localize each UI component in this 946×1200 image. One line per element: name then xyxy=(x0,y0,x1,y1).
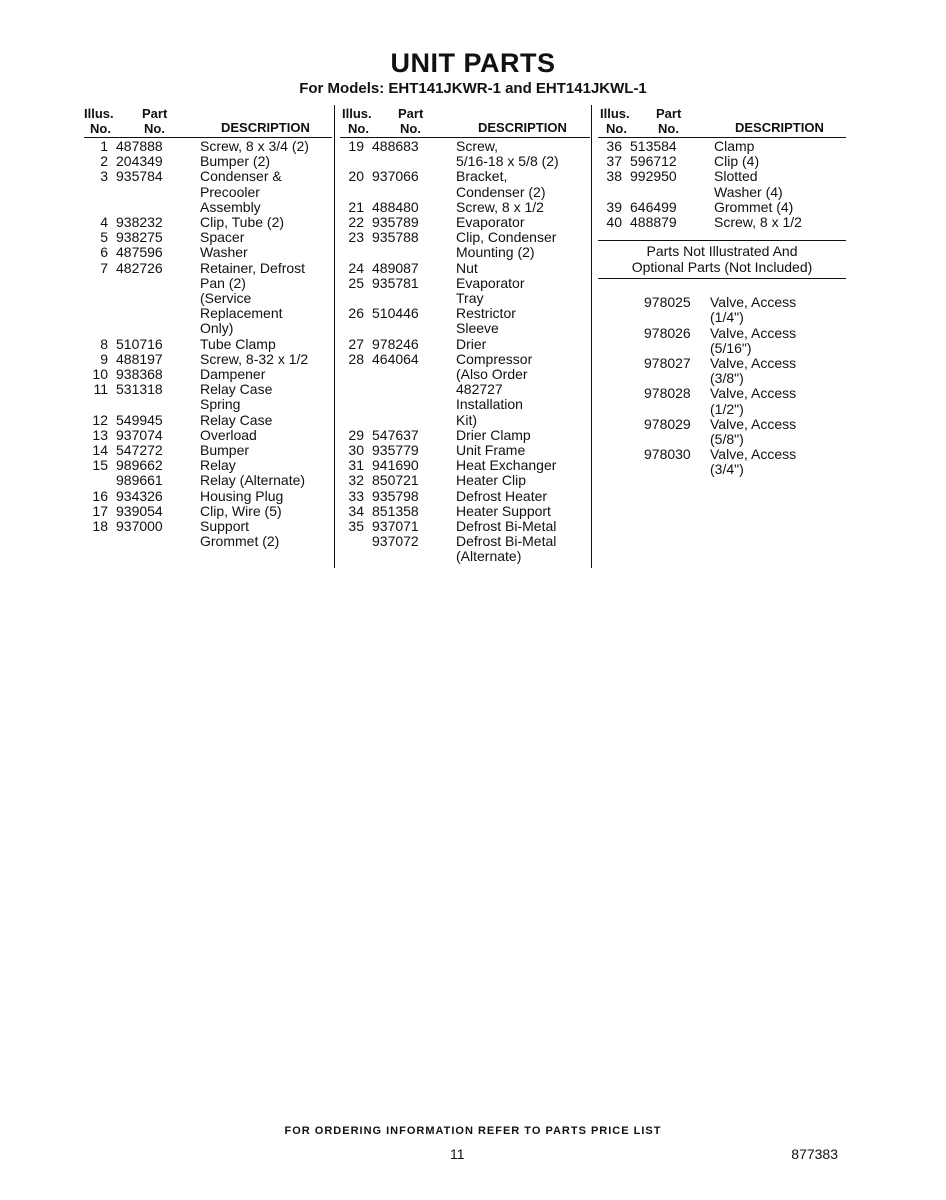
not-illustrated-line-1: Parts Not Illustrated And xyxy=(646,243,798,260)
part-row xyxy=(84,489,332,504)
part-description: Grommet (4) xyxy=(714,198,794,215)
no-header: No. xyxy=(90,121,111,136)
part-row xyxy=(340,504,590,519)
illus-number: 15 xyxy=(92,457,108,474)
part-number: 935789 xyxy=(372,214,419,231)
part-number: 978027 xyxy=(644,355,691,372)
optional-part-row-continued xyxy=(598,371,846,386)
part-description: Tray xyxy=(456,290,484,307)
part-description: Bracket, xyxy=(456,168,508,185)
optional-part-row-continued xyxy=(598,462,846,477)
part-description: Screw, 8 x 3/4 (2) xyxy=(200,138,309,154)
part-size: (3/8") xyxy=(710,370,744,387)
part-description: Slotted xyxy=(714,168,758,185)
part-row xyxy=(340,321,590,336)
part-no-header: No. xyxy=(144,121,165,136)
part-row xyxy=(340,261,590,276)
part-description: (Also Order xyxy=(456,366,528,383)
part-description: Drier xyxy=(456,335,487,352)
part-row xyxy=(340,245,590,260)
illus-number: 13 xyxy=(92,426,108,443)
part-row xyxy=(84,276,332,291)
part-description: Support xyxy=(200,518,250,535)
illus-number: 4 xyxy=(100,214,108,231)
part-header: Part xyxy=(656,106,682,121)
part-row xyxy=(340,337,590,352)
part-number: 487596 xyxy=(116,244,163,261)
illus-number: 36 xyxy=(606,138,622,154)
parts-column-3 xyxy=(598,105,846,478)
part-row xyxy=(340,352,590,367)
part-description: Housing Plug xyxy=(200,487,284,504)
illus-number: 37 xyxy=(606,153,622,170)
part-row xyxy=(340,306,590,321)
parts-column-1 xyxy=(84,105,332,549)
part-description: Washer xyxy=(200,244,248,261)
part-description: Condenser & xyxy=(200,168,282,185)
illus-number: 19 xyxy=(348,138,364,154)
part-size: (3/4") xyxy=(710,461,744,478)
illus-number: 23 xyxy=(348,229,364,246)
part-number: 978025 xyxy=(644,294,691,311)
part-header: Part xyxy=(142,106,168,121)
illus-number: 9 xyxy=(100,350,108,367)
part-description: Installation xyxy=(456,396,523,413)
part-description: Relay xyxy=(200,457,236,474)
part-number: 510446 xyxy=(372,305,419,322)
part-description: Spacer xyxy=(200,229,245,246)
part-row xyxy=(84,534,332,549)
illus-number: 35 xyxy=(348,518,364,535)
part-description: Evaporator xyxy=(456,274,525,291)
part-number: 935798 xyxy=(372,487,419,504)
part-number: 646499 xyxy=(630,198,677,215)
optional-part-row-continued xyxy=(598,310,846,325)
part-description: Drier Clamp xyxy=(456,426,531,443)
part-number: 549945 xyxy=(116,411,163,428)
part-row xyxy=(340,185,590,200)
illus-number: 5 xyxy=(100,229,108,246)
illus-number: 6 xyxy=(100,244,108,261)
part-number: 941690 xyxy=(372,457,419,474)
illus-number: 27 xyxy=(348,335,364,352)
part-description: Clip, Tube (2) xyxy=(200,214,285,231)
part-description: Sleeve xyxy=(456,320,499,337)
part-description: Defrost Heater xyxy=(456,487,548,504)
part-number: 978029 xyxy=(644,415,691,432)
optional-part-row-continued xyxy=(598,341,846,356)
part-row xyxy=(340,519,590,534)
part-description: 482727 xyxy=(456,381,503,398)
part-row xyxy=(340,549,590,564)
optional-part-row xyxy=(598,356,846,371)
part-row xyxy=(84,230,332,245)
part-number: 547272 xyxy=(116,442,163,459)
parts-not-illustrated-heading xyxy=(598,240,846,279)
part-no-header: No. xyxy=(658,121,679,136)
parts-column-2 xyxy=(340,105,590,565)
part-row xyxy=(598,215,846,230)
part-row xyxy=(84,367,332,382)
part-number: 513584 xyxy=(630,138,677,154)
part-number: 938275 xyxy=(116,229,163,246)
part-description: Kit) xyxy=(456,411,477,428)
description-header: DESCRIPTION xyxy=(478,120,567,135)
part-row xyxy=(84,443,332,458)
description-header: DESCRIPTION xyxy=(221,120,310,135)
part-description: Heat Exchanger xyxy=(456,457,557,474)
part-description: Clip (4) xyxy=(714,153,760,170)
optional-parts-list xyxy=(598,295,846,477)
illus-number: 8 xyxy=(100,335,108,352)
part-description: Valve, Access xyxy=(710,294,797,311)
part-row xyxy=(340,473,590,488)
part-number: 978028 xyxy=(644,385,691,402)
part-number: 937074 xyxy=(116,426,163,443)
illus-number: 10 xyxy=(92,366,108,383)
part-description: Heater Support xyxy=(456,502,551,519)
part-number: 488197 xyxy=(116,350,163,367)
part-number: 978030 xyxy=(644,446,691,463)
not-illustrated-line-2: Optional Parts (Not Included) xyxy=(631,259,813,276)
part-number: 978246 xyxy=(372,335,419,352)
part-description: Tube Clamp xyxy=(200,335,276,352)
part-header: Part xyxy=(398,106,424,121)
illus-header: Illus. xyxy=(342,106,372,121)
part-description: Clip, Condenser xyxy=(456,229,557,246)
illus-number: 28 xyxy=(348,350,364,367)
part-number: 851358 xyxy=(372,502,419,519)
part-number: 510716 xyxy=(116,335,163,352)
optional-part-row xyxy=(598,417,846,432)
part-number: 547637 xyxy=(372,426,419,443)
part-description: Mounting (2) xyxy=(456,244,535,261)
part-row xyxy=(84,154,332,169)
part-row xyxy=(84,215,332,230)
illus-header: Illus. xyxy=(84,106,114,121)
part-description: Washer (4) xyxy=(714,183,783,200)
part-description: Valve, Access xyxy=(710,355,797,372)
part-description: Valve, Access xyxy=(710,324,797,341)
part-row xyxy=(84,473,332,488)
part-description: Screw, 8 x 1/2 xyxy=(456,198,544,215)
part-number: 204349 xyxy=(116,153,163,170)
part-row xyxy=(598,185,846,200)
description-header: DESCRIPTION xyxy=(735,120,824,135)
part-description: Grommet (2) xyxy=(200,533,280,550)
part-number: 488879 xyxy=(630,214,677,231)
part-row xyxy=(598,154,846,169)
illus-number: 14 xyxy=(92,442,108,459)
illus-number: 3 xyxy=(100,168,108,185)
part-number: 978026 xyxy=(644,324,691,341)
part-description: Compressor xyxy=(456,350,533,367)
part-size: (5/8") xyxy=(710,431,744,448)
column-header xyxy=(598,105,846,137)
part-description: Screw, 8-32 x 1/2 xyxy=(200,350,309,367)
part-description: Replacement xyxy=(200,305,283,322)
part-description: Precooler xyxy=(200,183,260,200)
part-number: 487888 xyxy=(116,138,163,154)
part-row xyxy=(340,382,590,397)
part-row xyxy=(84,139,332,154)
illus-number: 22 xyxy=(348,214,364,231)
part-row xyxy=(598,200,846,215)
part-number: 488480 xyxy=(372,198,419,215)
illus-number: 7 xyxy=(100,259,108,276)
part-row xyxy=(84,428,332,443)
part-row xyxy=(340,276,590,291)
part-row xyxy=(84,337,332,352)
part-description: Overload xyxy=(200,426,257,443)
illus-number: 30 xyxy=(348,442,364,459)
ordering-info-footer: FOR ORDERING INFORMATION REFER TO PARTS PRICE LIST xyxy=(284,1125,662,1137)
illus-number: 26 xyxy=(348,305,364,322)
part-number: 937072 xyxy=(372,533,419,550)
part-number: 935788 xyxy=(372,229,419,246)
part-number: 464064 xyxy=(372,350,419,367)
part-number: 937000 xyxy=(116,518,163,535)
part-row xyxy=(340,169,590,184)
part-row xyxy=(340,200,590,215)
part-description: Heater Clip xyxy=(456,472,527,489)
part-number: 850721 xyxy=(372,472,419,489)
part-number: 531318 xyxy=(116,381,163,398)
part-description: Relay Case xyxy=(200,381,273,398)
part-description: Nut xyxy=(456,259,478,276)
optional-part-row-continued xyxy=(598,432,846,447)
part-description: Bumper xyxy=(200,442,250,459)
part-number: 935784 xyxy=(116,168,163,185)
part-row xyxy=(84,261,332,276)
part-row xyxy=(340,428,590,443)
part-number: 939054 xyxy=(116,502,163,519)
optional-part-row xyxy=(598,447,846,462)
part-description: Dampener xyxy=(200,366,266,383)
illus-number: 25 xyxy=(348,274,364,291)
part-row xyxy=(84,169,332,184)
part-number: 482726 xyxy=(116,259,163,276)
column-divider xyxy=(334,105,335,568)
part-row xyxy=(340,458,590,473)
part-description: Retainer, Defrost xyxy=(200,259,306,276)
models-subtitle: For Models: EHT141JKWR-1 and EHT141JKWL-1 xyxy=(299,80,647,97)
part-description: Bumper (2) xyxy=(200,153,271,170)
illus-number: 2 xyxy=(100,153,108,170)
part-description: Unit Frame xyxy=(456,442,526,459)
part-description: Screw, xyxy=(456,138,499,154)
part-number: 992950 xyxy=(630,168,677,185)
part-description: 5/16-18 x 5/8 (2) xyxy=(456,153,559,170)
illus-number: 21 xyxy=(348,198,364,215)
part-number: 938232 xyxy=(116,214,163,231)
part-row xyxy=(340,230,590,245)
part-row xyxy=(84,504,332,519)
illus-number: 39 xyxy=(606,198,622,215)
part-description: Defrost Bi-Metal xyxy=(456,533,557,550)
part-number: 937071 xyxy=(372,518,419,535)
part-row xyxy=(84,458,332,473)
document-code: 877383 xyxy=(791,1146,838,1162)
part-number: 596712 xyxy=(630,153,677,170)
part-row xyxy=(84,519,332,534)
illus-number: 40 xyxy=(606,214,622,231)
part-number: 938368 xyxy=(116,366,163,383)
optional-part-row xyxy=(598,386,846,401)
part-number: 935779 xyxy=(372,442,419,459)
illus-number: 29 xyxy=(348,426,364,443)
part-row xyxy=(84,200,332,215)
illus-number: 33 xyxy=(348,487,364,504)
part-description: Valve, Access xyxy=(710,385,797,402)
illus-number: 32 xyxy=(348,472,364,489)
part-description: Screw, 8 x 1/2 xyxy=(714,214,802,231)
illus-number: 34 xyxy=(348,502,364,519)
optional-part-row xyxy=(598,326,846,341)
part-description: Valve, Access xyxy=(710,446,797,463)
illus-number: 11 xyxy=(93,381,108,398)
part-size: (1/2") xyxy=(710,400,744,417)
part-row xyxy=(340,154,590,169)
part-description: Relay Case xyxy=(200,411,273,428)
part-row xyxy=(340,215,590,230)
column-divider xyxy=(591,105,592,568)
no-header: No. xyxy=(606,121,627,136)
part-row xyxy=(84,245,332,260)
optional-part-row-continued xyxy=(598,402,846,417)
part-description: Clip, Wire (5) xyxy=(200,502,282,519)
part-row xyxy=(340,413,590,428)
illus-header: Illus. xyxy=(600,106,630,121)
part-no-header: No. xyxy=(400,121,421,136)
part-description: Evaporator xyxy=(456,214,525,231)
part-description: Restrictor xyxy=(456,305,516,322)
no-header: No. xyxy=(348,121,369,136)
part-row xyxy=(598,169,846,184)
illus-number: 16 xyxy=(92,487,108,504)
illus-number: 31 xyxy=(348,457,364,474)
part-description: Relay (Alternate) xyxy=(200,472,306,489)
part-number: 935781 xyxy=(372,274,419,291)
page-number: 11 xyxy=(450,1146,465,1162)
part-row xyxy=(340,139,590,154)
part-row xyxy=(340,367,590,382)
part-description: Condenser (2) xyxy=(456,183,546,200)
part-description: (Alternate) xyxy=(456,548,522,565)
part-row xyxy=(340,534,590,549)
illus-number: 20 xyxy=(348,168,364,185)
part-description: Clamp xyxy=(714,138,755,154)
part-description: Defrost Bi-Metal xyxy=(456,518,557,535)
part-row xyxy=(84,382,332,397)
part-row xyxy=(84,321,332,336)
part-number: 937066 xyxy=(372,168,419,185)
part-number: 489087 xyxy=(372,259,419,276)
part-row xyxy=(84,397,332,412)
part-row xyxy=(340,291,590,306)
part-number: 989662 xyxy=(116,457,163,474)
part-number: 488683 xyxy=(372,138,419,154)
part-description: Assembly xyxy=(200,198,261,215)
illus-number: 17 xyxy=(92,502,108,519)
part-row xyxy=(340,443,590,458)
illus-number: 38 xyxy=(606,168,622,185)
part-row xyxy=(340,489,590,504)
column-header xyxy=(340,105,590,137)
part-description: Spring xyxy=(200,396,241,413)
page-title: UNIT PARTS xyxy=(390,48,556,78)
part-description: Valve, Access xyxy=(710,415,797,432)
column-header xyxy=(84,105,332,137)
part-number: 934326 xyxy=(116,487,163,504)
optional-part-row xyxy=(598,295,846,310)
part-row xyxy=(84,413,332,428)
part-row xyxy=(84,291,332,306)
part-description: (Service xyxy=(200,290,252,307)
part-number: 989661 xyxy=(116,472,163,489)
illus-number: 24 xyxy=(348,259,364,276)
part-row xyxy=(340,397,590,412)
part-row xyxy=(84,352,332,367)
part-row xyxy=(598,139,846,154)
illus-number: 18 xyxy=(92,518,108,535)
illus-number: 12 xyxy=(92,411,108,428)
part-description: Pan (2) xyxy=(200,274,246,291)
part-size: (1/4") xyxy=(710,309,744,326)
part-description: Only) xyxy=(200,320,234,337)
part-row xyxy=(84,306,332,321)
part-row xyxy=(84,185,332,200)
part-size: (5/16") xyxy=(710,339,752,356)
illus-number: 1 xyxy=(100,138,108,154)
